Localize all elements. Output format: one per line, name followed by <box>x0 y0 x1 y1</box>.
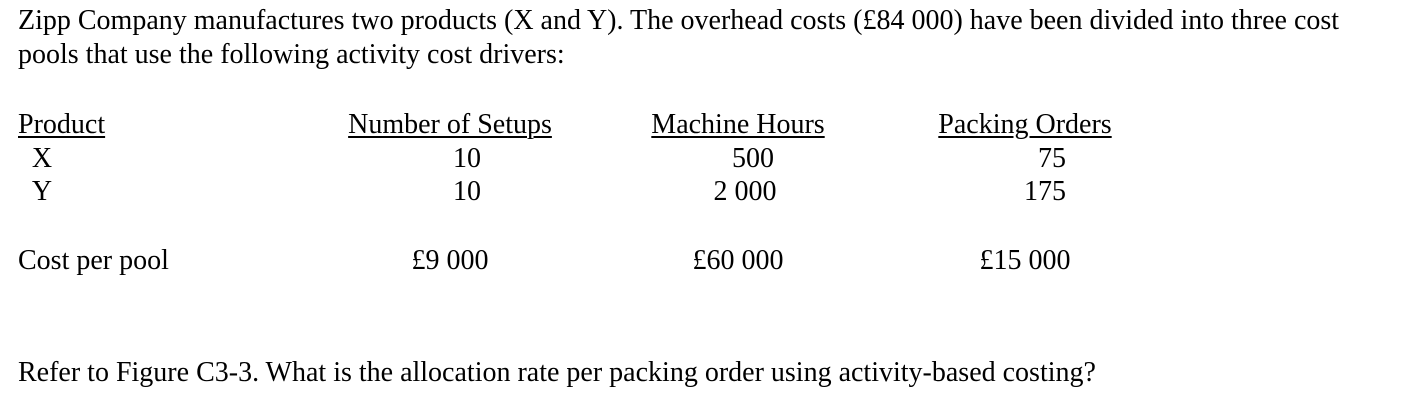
cost-per-pool-label: Cost per pool <box>18 245 169 276</box>
header-number-of-setups: Number of Setups <box>348 109 552 140</box>
cost-setups: £9 000 <box>411 245 489 276</box>
header-packing-orders: Packing Orders <box>938 109 1112 140</box>
cost-machine-hours: £60 000 <box>692 245 784 276</box>
problem-intro: Zipp Company manufactures two products (X and Y). The overhead costs (£84 000) have been divided into three cost pools that use the following activity cost drivers: <box>18 5 1340 70</box>
row-y-packing-orders: 175 <box>1024 176 1066 207</box>
row-x-packing-orders: 75 <box>1038 143 1066 174</box>
row-x-product: X <box>31 143 53 174</box>
row-x-machine-hours: 500 <box>732 143 774 174</box>
cost-packing-orders: £15 000 <box>979 245 1071 276</box>
row-y-setups: 10 <box>453 176 481 207</box>
row-y-machine-hours: 2 000 <box>713 176 777 207</box>
header-machine-hours: Machine Hours <box>651 109 825 140</box>
question-text: Refer to Figure C3-3. What is the allocation rate per packing order using activity-based costing? <box>18 357 1096 388</box>
row-y-product: Y <box>31 176 53 207</box>
row-x-setups: 10 <box>453 143 481 174</box>
header-product: Product <box>18 109 106 140</box>
